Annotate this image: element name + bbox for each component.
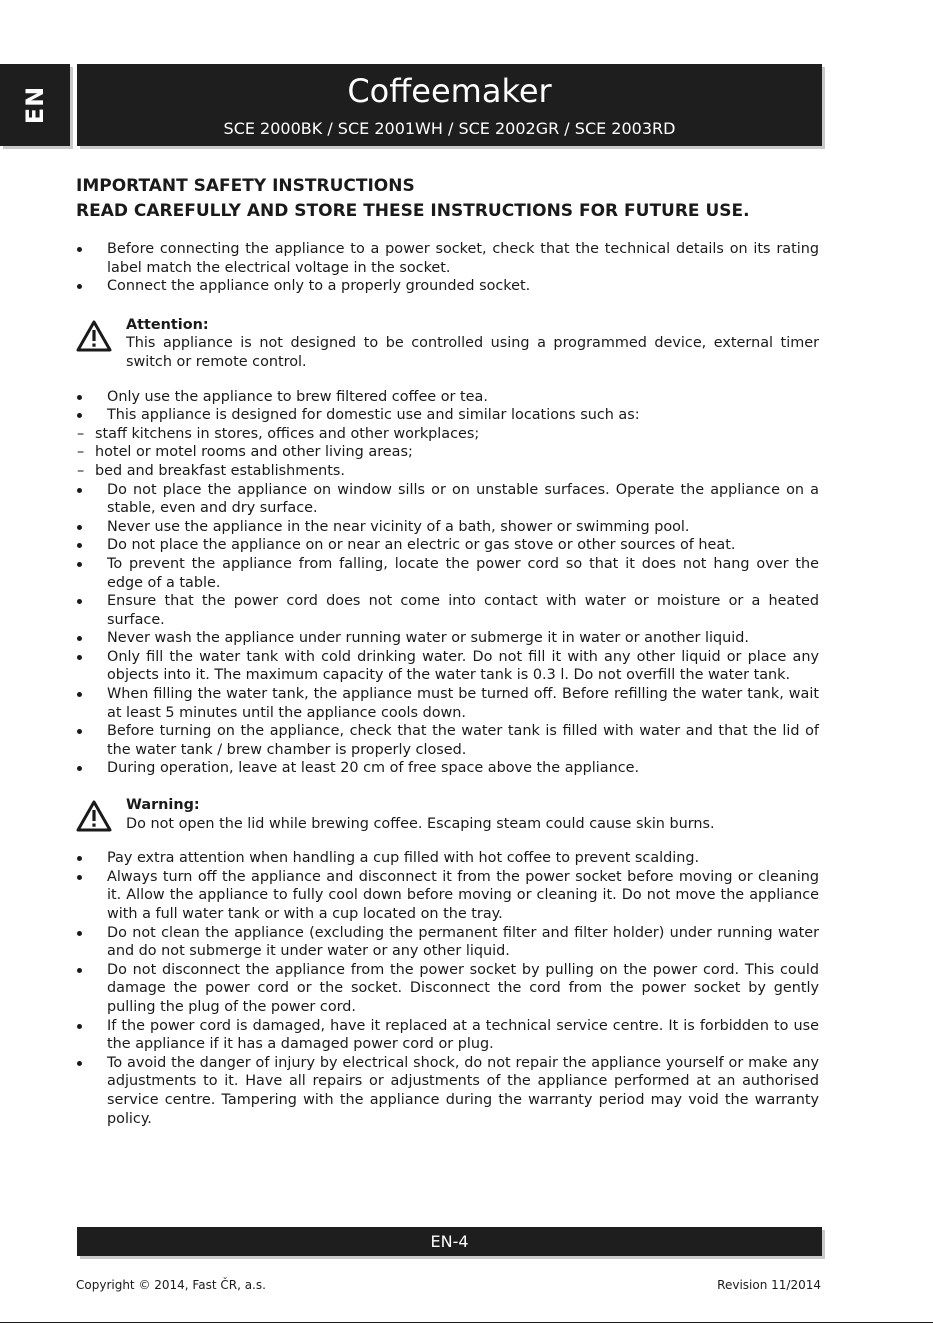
attention-label: Attention:	[126, 316, 209, 333]
attention-notice	[76, 316, 819, 372]
list-item-text: This appliance is designed for domestic use and similar locations such as:	[107, 407, 640, 424]
list-item: Connect the appliance only to a properly grounded socket.	[76, 277, 819, 296]
sub-list-item: – bed and breakfast establishments.	[76, 462, 819, 481]
list-item: Only fill the water tank with cold drinking water. Do not fill it with any other liquid or place any objects into it. The maximum capacity of the water tank is 0.3 l. Do not overfill the water tank.	[76, 648, 819, 685]
list-item: Before turning on the appliance, check that the water tank is filled with water and that the lid of the water tank / brew chamber is properly closed.	[76, 722, 819, 759]
list-item	[76, 406, 819, 425]
list-item: Do not place the appliance on or near an electric or gas stove or other sources of heat.	[76, 536, 819, 555]
list-item: Never use the appliance in the near vicinity of a bath, shower or swimming pool.	[76, 518, 819, 537]
list-item: To prevent the appliance from falling, locate the power cord so that it does not hang over the edge of a table.	[76, 555, 819, 592]
heading-important: IMPORTANT SAFETY INSTRUCTIONS	[76, 176, 415, 196]
page-title: Coffeemaker	[347, 72, 552, 110]
warning-text: Do not open the lid while brewing coffee. Escaping steam could cause skin burns.	[126, 815, 715, 832]
warning-label: Warning:	[126, 797, 200, 814]
list-item: Never wash the appliance under running water or submerge it in water or another liquid.	[76, 629, 819, 648]
bullet-list-handling	[76, 849, 819, 1128]
attention-text: This appliance is not designed to be controlled using a programmed device, external timer switch or remote control.	[126, 335, 819, 370]
bullet-list-usage	[76, 388, 819, 425]
warning-triangle-icon	[76, 800, 112, 832]
list-item: During operation, leave at least 20 cm of free space above the appliance.	[76, 759, 819, 778]
bottom-rule	[0, 1322, 933, 1323]
safety-instructions	[76, 174, 819, 1128]
model-numbers: SCE 2000BK / SCE 2001WH / SCE 2002GR / SCE 2003RD	[223, 119, 676, 138]
list-item: Ensure that the power cord does not come into contact with water or moisture or a heated surface.	[76, 592, 819, 629]
page-number-band	[77, 1227, 822, 1256]
list-item: To avoid the danger of injury by electrical shock, do not repair the appliance yourself or make any adjustments to it. Have all repairs or adjustments of the appliance performed at an authorised service centre. Tampering with the appliance during the warranty period may void the warranty policy.	[76, 1054, 819, 1128]
list-item: Always turn off the appliance and disconnect it from the power socket before moving or cleaning it. Allow the appliance to fully cool down before moving or cleaning it. Do not move the appliance with a full water tank or with a cup located on the tray.	[76, 868, 819, 924]
list-item: Before connecting the appliance to a power socket, check that the technical details on its rating label match the electrical voltage in the socket.	[76, 240, 819, 277]
sub-list-item: – staff kitchens in stores, offices and other workplaces;	[76, 425, 819, 444]
warning-notice	[76, 796, 819, 833]
list-item: Pay extra attention when handling a cup filled with hot coffee to prevent scalding.	[76, 849, 819, 868]
list-item: If the power cord is damaged, have it replaced at a technical service centre. It is forbidden to use the appliance if it has a damaged power cord or plug.	[76, 1017, 819, 1054]
list-item: Do not disconnect the appliance from the power socket by pulling on the power cord. This could damage the power cord or the socket. Disconnect the cord from the power socket by gently pulling the plug of the power cord.	[76, 961, 819, 1017]
list-item: Do not place the appliance on window sills or on unstable surfaces. Operate the appliance on a stable, even and dry surface.	[76, 481, 819, 518]
list-item: Only use the appliance to brew filtered coffee or tea.	[76, 388, 819, 407]
language-label: EN	[20, 85, 49, 125]
bullet-list-placement	[76, 481, 819, 779]
bullet-list-power	[76, 240, 819, 296]
sub-list-item: – hotel or motel rooms and other living areas;	[76, 443, 819, 462]
list-item: When filling the water tank, the appliance must be turned off. Before refilling the water tank, wait at least 5 minutes until the appliance cools down.	[76, 685, 819, 722]
header-band	[77, 64, 822, 146]
copyright-text: Copyright © 2014, Fast ČR, a.s.	[76, 1278, 266, 1292]
heading-read-carefully: READ CAREFULLY AND STORE THESE INSTRUCTIONS FOR FUTURE USE.	[76, 201, 750, 221]
list-item: Do not clean the appliance (excluding the permanent filter and filter holder) under running water and do not submerge it under water or any other liquid.	[76, 924, 819, 961]
sub-list-locations	[76, 425, 819, 481]
revision-text: Revision 11/2014	[717, 1278, 821, 1292]
page-number: EN-4	[430, 1232, 469, 1251]
warning-triangle-icon	[76, 320, 112, 352]
language-tab	[0, 64, 70, 146]
